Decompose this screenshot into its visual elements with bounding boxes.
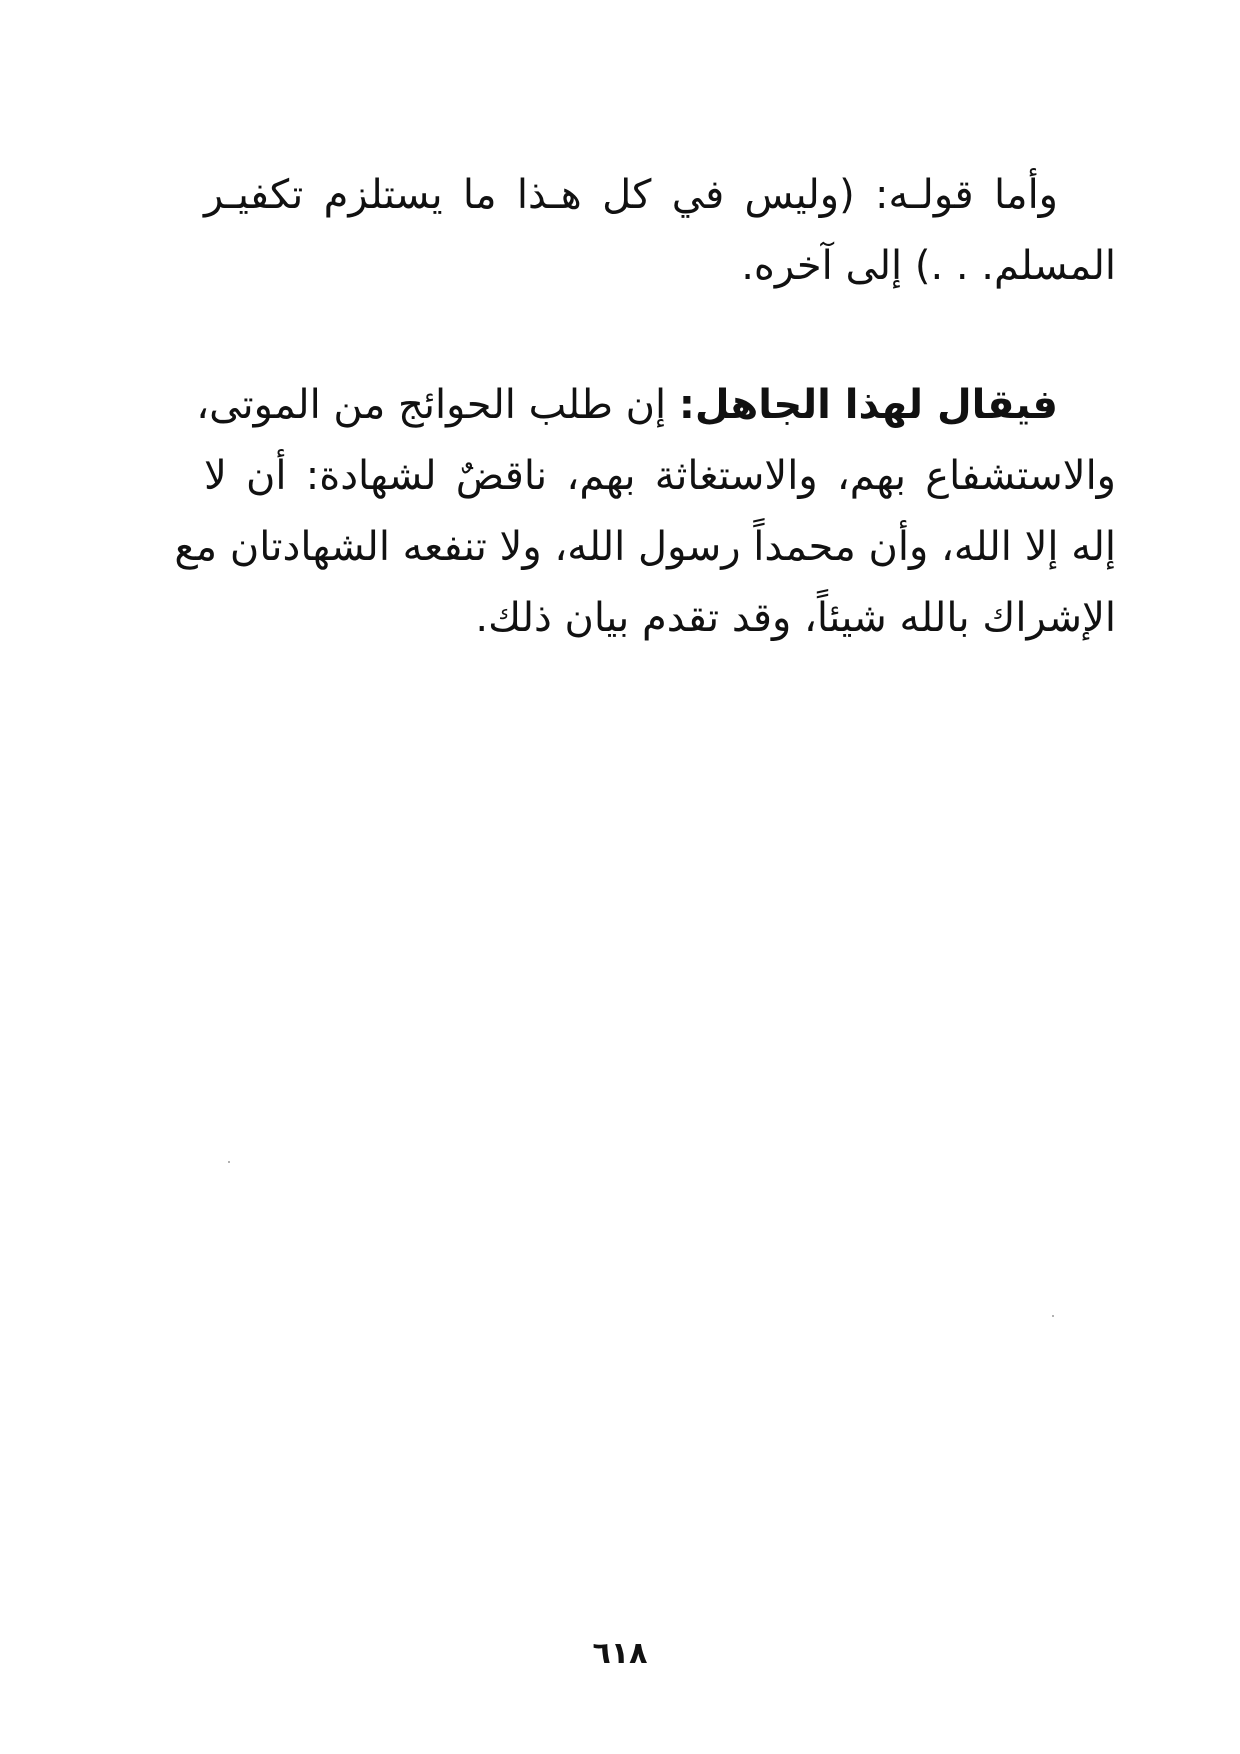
scan-speck (228, 1161, 230, 1163)
paragraph-2-line-1 (196, 370, 1116, 441)
page-number: ٦١٨ (592, 1636, 648, 1671)
paragraph-2-line-4: الإشراك بالله شيئاً، وقد تقدم بيان ذلك. (475, 595, 1116, 641)
scan-speck (1052, 1315, 1054, 1317)
paragraph-2 (174, 370, 1116, 654)
paragraph-1-line-1: وأما قولـه: (وليس في كل هـذا ما يستلزم تكفيـر (204, 172, 1058, 218)
paragraph-1-line-2: المسلم. . .) إلى آخره. (741, 243, 1116, 289)
paragraph-2-line-3: إله إلا الله، وأن محمداً رسول الله، ولا تنفعه الشهادتان مع (174, 524, 1116, 570)
paragraph-2-line-1-text: إن طلب الحوائج من الموتى، (196, 382, 679, 428)
paragraph-2-line-2: والاستشفاع بهم، والاستغاثة بهم، ناقضٌ لشهادة: أن لا (204, 453, 1116, 499)
paragraph-1 (204, 160, 1116, 302)
paragraph-2-lead-phrase: فيقال لهذا الجاهل: (678, 382, 1058, 428)
